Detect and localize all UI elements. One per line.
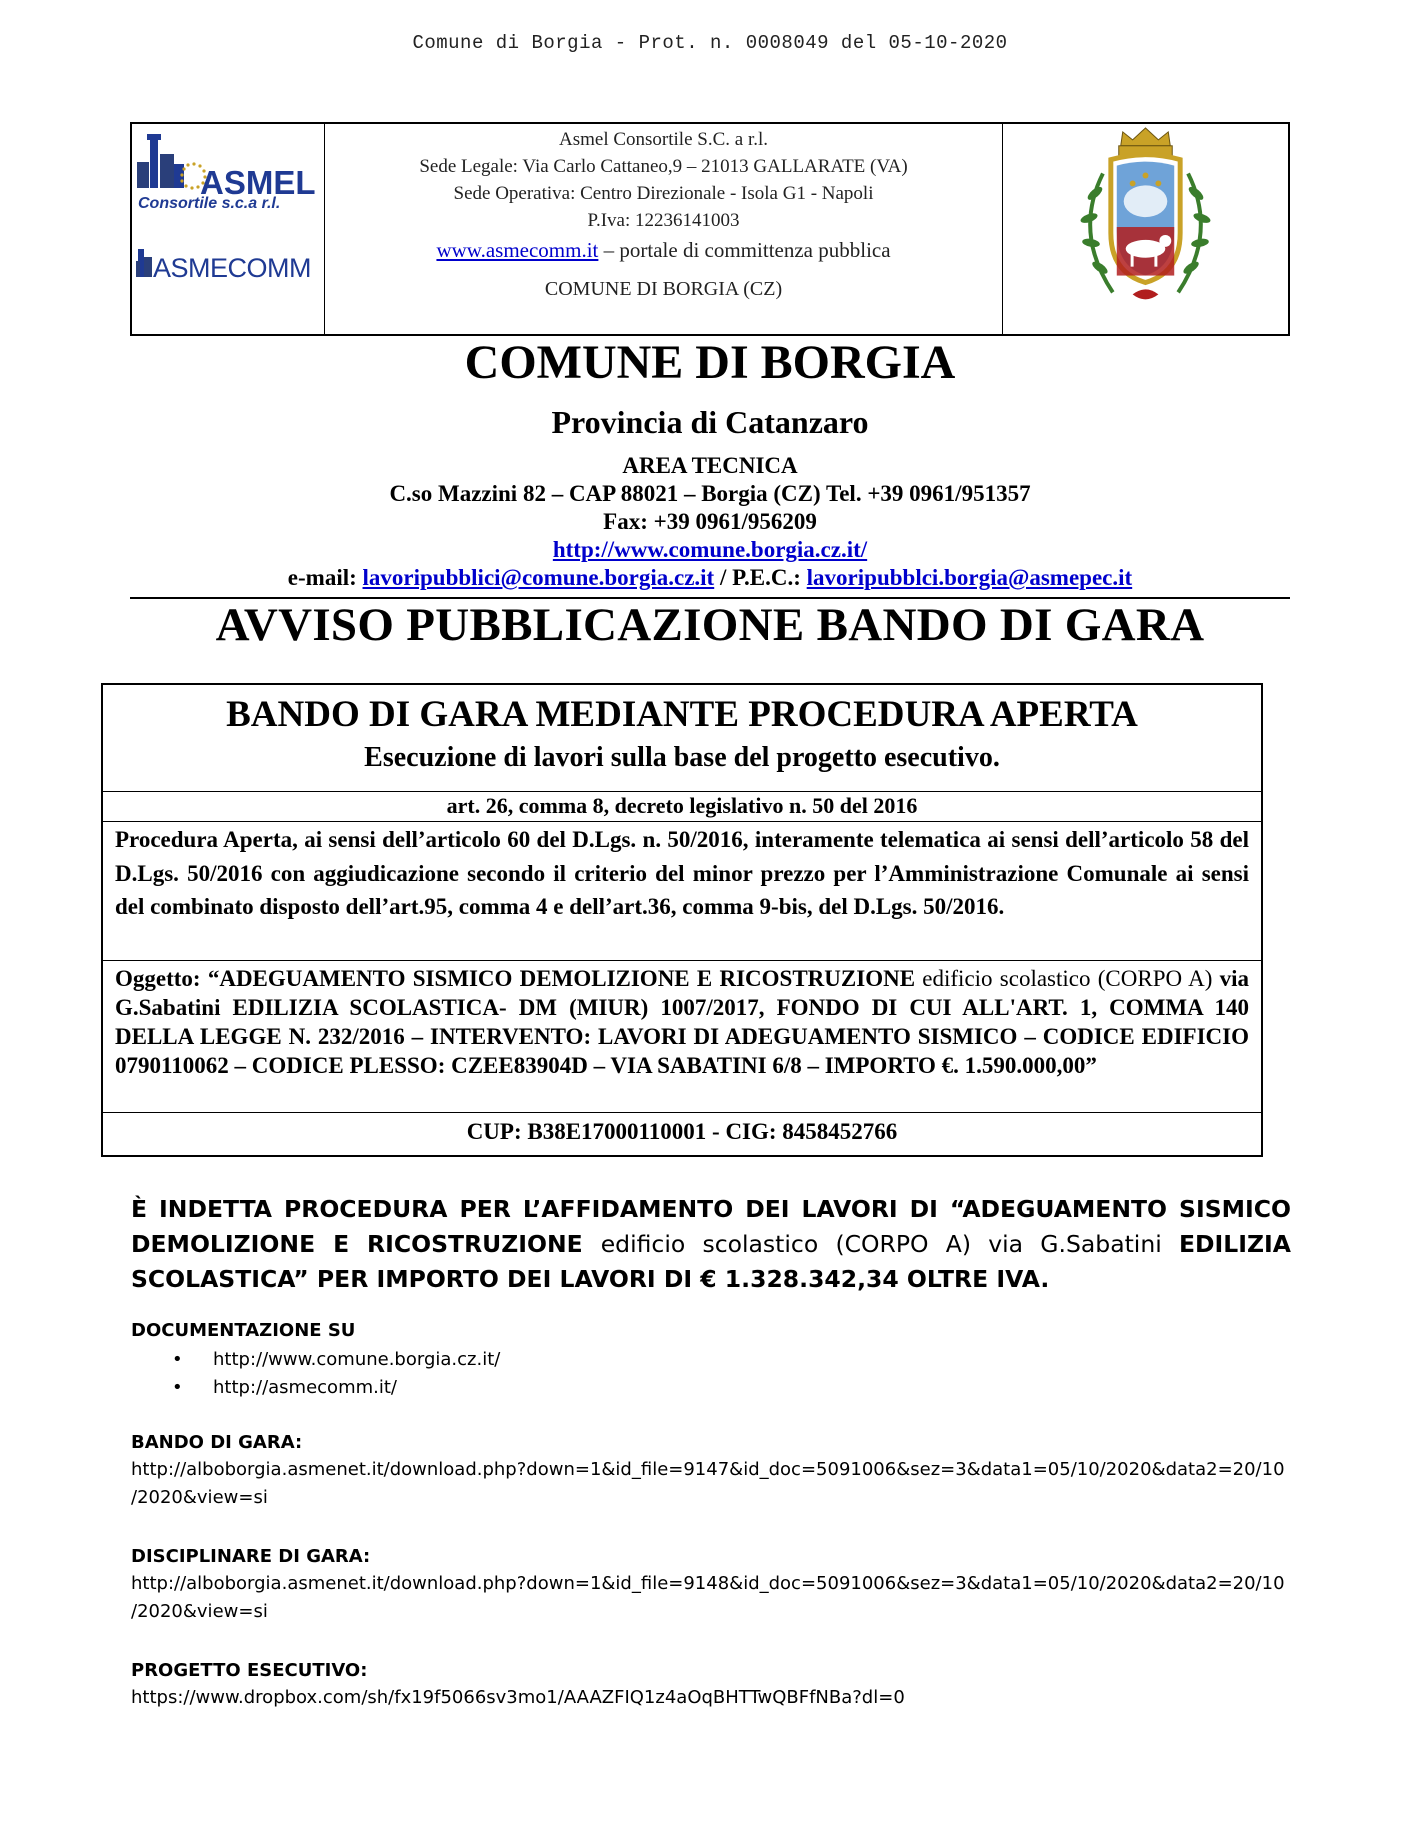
comune-title: COMUNE DI BORGIA <box>464 336 956 389</box>
address: C.so Mazzini 82 – CAP 88021 – Borgia (CZ) Tel. +39 0961/951357 <box>389 481 1031 506</box>
contact-line <box>0 564 1420 592</box>
provincia: Provincia di Catanzaro <box>551 404 869 440</box>
disciplinare-title: DISCIPLINARE DI GARA: <box>131 1546 371 1567</box>
website-link[interactable]: http://www.comune.borgia.cz.it/ <box>552 537 868 562</box>
asmecomm-logo <box>134 239 319 289</box>
doc-link-2[interactable]: http://asmecomm.it/ <box>213 1377 397 1398</box>
email-link[interactable]: lavoripubblici@comune.borgia.cz.it <box>362 565 715 590</box>
crest-cell <box>1003 124 1288 334</box>
bullet-icon: • <box>172 1377 183 1398</box>
oggetto-part-b: edificio scolastico (CORPO A) <box>922 966 1213 991</box>
bando-subtitle: Esecuzione di lavori sulla base del progetto esecutivo. <box>364 742 1000 773</box>
email-label: e-mail: <box>287 565 363 590</box>
asmel-logo <box>134 124 319 222</box>
asmel-logo-text: ASMEL <box>200 164 316 201</box>
disciplinare-url[interactable]: http://alboborgia.asmenet.it/download.php?down=1&id_file=9148&id_doc=5091006&sez=3&data1=05/10/2020&data2=20/10 /2020&view=si <box>131 1573 1285 1622</box>
bando-header-row <box>103 685 1261 792</box>
area-tecnica-block <box>0 452 1420 592</box>
header-comune: COMUNE DI BORGIA (CZ) <box>544 278 783 300</box>
asmel-info-cell <box>325 124 1003 334</box>
asmecomm-logo-text: ASMECOMM <box>153 253 311 283</box>
piva: P.Iva: 12236141003 <box>587 210 740 231</box>
indetta-part-d: EDILIZIA SCOLASTICA” PER IMPORTO DEI LAVORI DI € 1.328.342,34 OLTRE IVA. <box>131 1230 1291 1293</box>
bullet-icon: • <box>172 1349 183 1370</box>
divider <box>103 1112 1261 1113</box>
borgia-coat-of-arms <box>1003 124 1288 334</box>
logos-cell <box>132 124 325 334</box>
progetto-title: PROGETTO ESECUTIVO: <box>131 1660 368 1681</box>
bando-box <box>101 683 1263 1157</box>
sede-legale: Sede Legale: Via Carlo Cattaneo,9 – 21013 GALLARATE (VA) <box>419 156 908 177</box>
portal-text: – portale di committenza pubblica <box>598 238 891 262</box>
pec-link[interactable]: lavoripubblci.borgia@asmepec.it <box>806 565 1133 590</box>
indetta-part-b: edificio scolastico (CORPO A) <box>600 1230 971 1258</box>
bando-title: BANDO DI GARA MEDIANTE PROCEDURA APERTA <box>226 694 1138 735</box>
doc-link-1[interactable]: http://www.comune.borgia.cz.it/ <box>213 1349 501 1370</box>
bando-article-row <box>103 792 1261 822</box>
header-table <box>130 122 1290 336</box>
portal-line <box>325 234 1002 266</box>
sede-operativa: Sede Operativa: Centro Direzionale - Isola G1 - Napoli <box>453 183 874 204</box>
indetta-part-c: via G.Sabatini <box>970 1230 1179 1258</box>
protocol-stamp: Comune di Borgia - Prot. n. 0008049 del 05-10-2020 <box>412 32 1008 54</box>
procedura-text: Procedura Aperta, ai sensi dell’articolo 60 del D.Lgs. n. 50/2016, interamente telematica ai sensi dell’articolo 58 del D.Lgs. 50/2016 con aggiudicazione secondo il criterio del minor prezzo per l’Amministrazione Comunale ai sensi del combinato disposto dell’art.95, comma 4 e dell’art.36, comma 9-bis, del D.Lgs. 50/2016. <box>115 827 1249 919</box>
area-tecnica: AREA TECNICA <box>622 453 798 478</box>
oggetto-part-c: via G.Sabatini EDILIZIA SCOLASTICA- DM (MIUR) 1007/2017, FONDO DI CUI ALL'ART. 1, COMMA 140 DELLA LEGGE N. 232/2016 – INTERVENTO: LAVORI DI ADEGUAMENTO SISMICO – CODICE EDIFICIO 0790110062 – CODICE PLESSO: CZEE83904D – VIA SABATINI 6/8 – IMPORTO €. 1.590.000,00” <box>115 966 1250 1078</box>
asmel-logo-sub: Consortile s.c.a r.l. <box>138 195 281 212</box>
oggetto-text <box>115 964 1249 1080</box>
portal-link[interactable]: www.asmecomm.it <box>436 238 599 262</box>
pec-label: / P.E.C.: <box>714 565 807 590</box>
bando-di-gara-title: BANDO DI GARA: <box>131 1432 303 1453</box>
fax: Fax: +39 0961/956209 <box>603 509 817 534</box>
documentazione-title: DOCUMENTAZIONE SU <box>131 1320 356 1341</box>
indetta-paragraph <box>131 1192 1291 1297</box>
avviso-title: AVVISO PUBBLICAZIONE BANDO DI GARA <box>215 599 1205 651</box>
org-name: Asmel Consortile S.C. a r.l. <box>559 129 768 150</box>
bando-article: art. 26, comma 8, decreto legislativo n. 50 del 2016 <box>446 793 918 818</box>
bando-url[interactable]: http://alboborgia.asmenet.it/download.php?down=1&id_file=9147&id_doc=5091006&sez=3&data1=05/10/2020&data2=20/10 /2020&view=si <box>131 1459 1285 1508</box>
oggetto-part-a: Oggetto: “ADEGUAMENTO SISMICO DEMOLIZIONE E RICOSTRUZIONE <box>115 966 923 991</box>
progetto-url[interactable]: https://www.dropbox.com/sh/fx19f5066sv3mo1/AAAZFIQ1z4aOqBHTTwQBFfNBa?dl=0 <box>131 1687 905 1708</box>
cup-cig: CUP: B38E17000110001 - CIG: 8458452766 <box>466 1119 898 1144</box>
indetta-part-a: È INDETTA PROCEDURA PER L’AFFIDAMENTO DEI LAVORI DI “ADEGUAMENTO SISMICO DEMOLIZIONE E RICOSTRUZIONE <box>131 1195 1291 1258</box>
divider <box>103 960 1261 961</box>
